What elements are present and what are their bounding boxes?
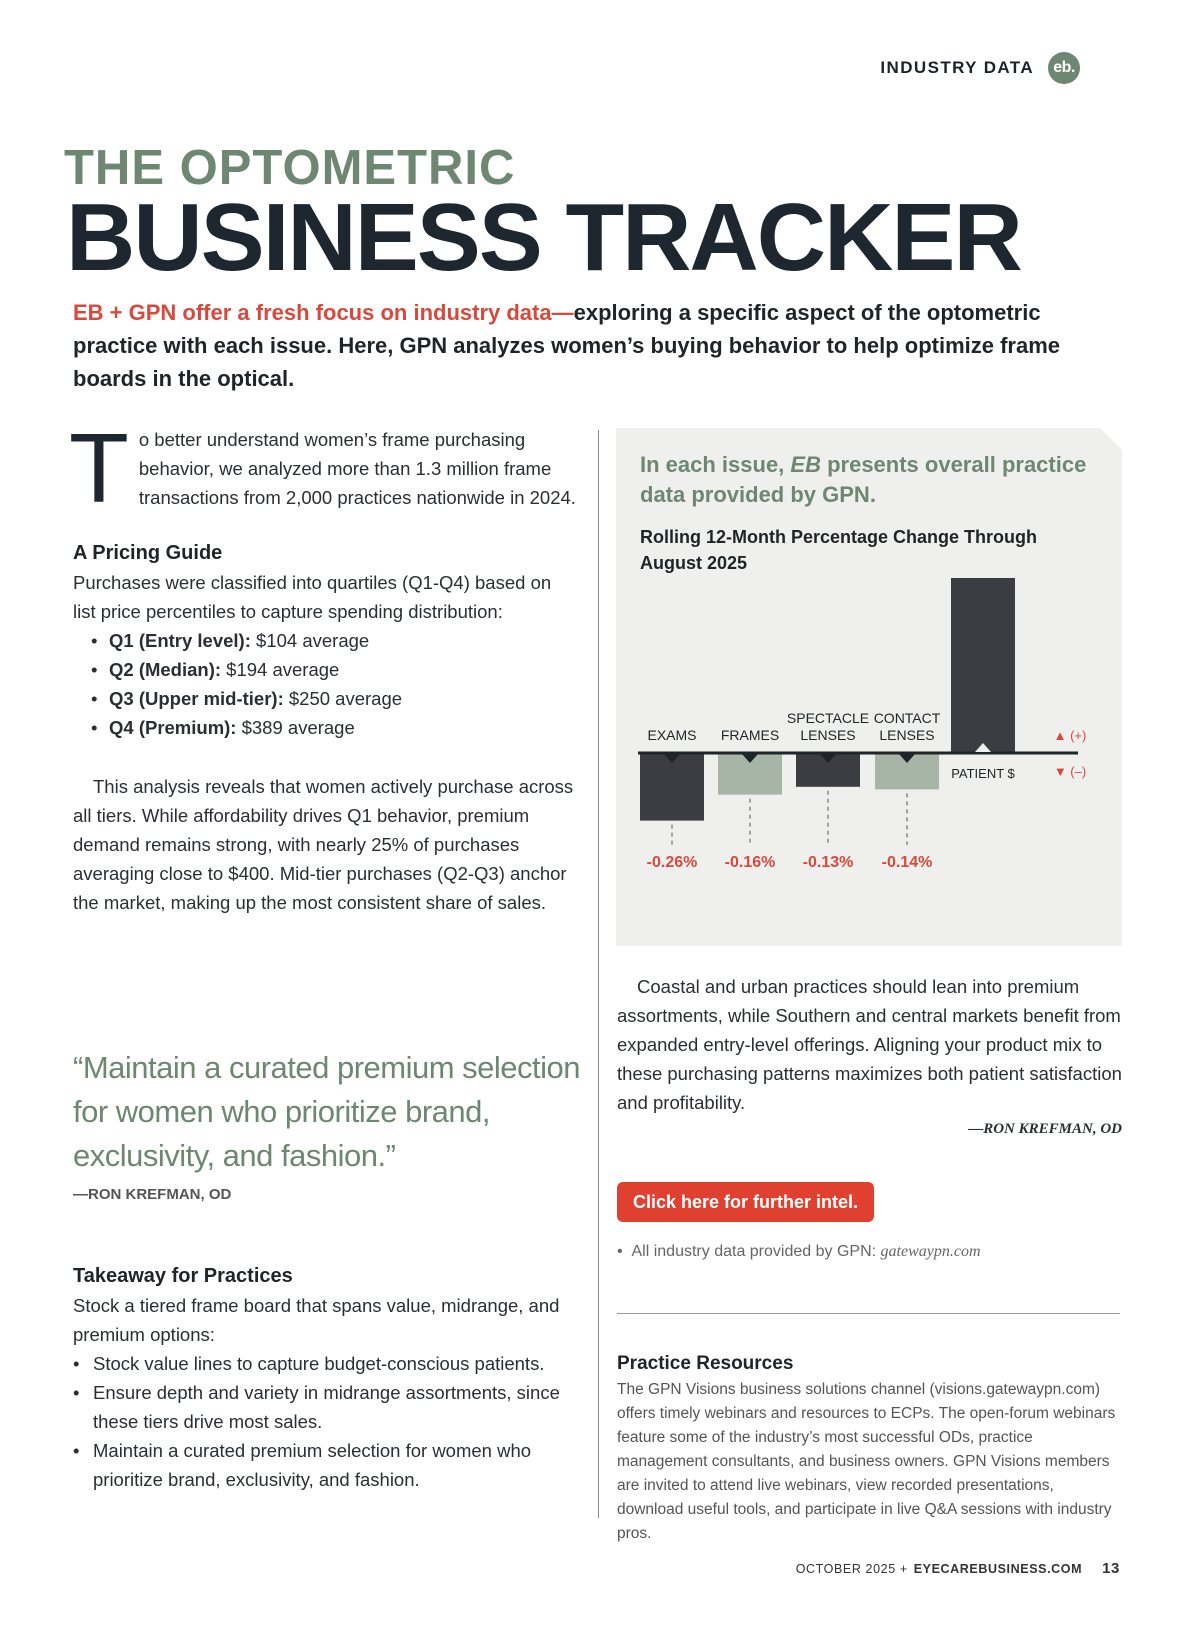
right-attribution: —RON KREFMAN, OD [968,1121,1122,1137]
takeaway-text: Stock a tiered frame board that spans value, midrange, and premium options: [73,1295,560,1345]
further-intel-button[interactable]: Click here for further intel. [617,1182,874,1222]
chart-value-label: -0.26% [646,854,698,871]
page-number: 13 [1102,1560,1120,1577]
pull-quote-attribution: —RON KREFMAN, OD [73,1186,232,1203]
chart-value-label: -0.14% [881,854,933,871]
list-item: • Stock value lines to capture budget-conscious patients. [73,1349,593,1378]
list-item: • Maintain a curated premium selection for women who prioritize brand, exclusivity, and fashion. [73,1436,593,1494]
pricing-heading: A Pricing Guide [73,542,223,564]
drop-cap: T [69,413,129,523]
right-paragraph: Coastal and urban practices should lean into premium assortments, while Southern and central markets benefit from expanded entry-level offerings. Aligning your product mix to these purchasing patterns maximizes both patient satisfaction and profitability. [617,976,1122,1113]
analysis-paragraph: This analysis reveals that women actively purchase across all tiers. While affordability drives Q1 behavior, premium demand remains strong, with nearly 25% of purchases averaging close to $400. Mid-tier purchases (Q2-Q3) anchor the market, making up the most consistent share of sales. [73,776,574,913]
chart-category-label: LENSES [879,727,935,743]
lead-text: o better understand women’s frame purchasing behavior, we analyzed more than 1.3 million frame transactions from 2,000 practices nationwide in 2024. [138,429,576,508]
chart-category-label: SPECTACLE [786,710,870,726]
pricing-text: Purchases were classified into quartiles (Q1-Q4) based on list price percentiles to capture spending distribution: [73,572,552,622]
chart-category-label: FRAMES [720,727,780,743]
footer-site: EYECAREBUSINESS.COM [913,1561,1083,1576]
chart-category-label: EXAMS [647,727,697,743]
resources-section [617,1350,1122,1546]
list-item: • Q4 (Premium): $389 average [91,713,578,742]
chart-category-label: LENSES [800,727,856,743]
takeaway-heading: Takeaway for Practices [73,1265,293,1287]
chart-category-label: PATIENT $ [951,766,1015,781]
intro-rest: exploring a specific aspect of the optometric practice with each issue. Here, GPN analyzes women’s buying behavior to help optimize frame boards in the optical. [73,300,1061,391]
chart-legend-positive: ▲ (+) [1053,728,1087,743]
eb-logo-icon: eb. [1048,52,1080,84]
chart-legend-negative: ▼ (–) [1053,764,1087,779]
takeaway-section [73,1262,593,1494]
panel-heading: In each issue, EB presents overall practice data provided by GPN. [640,452,1087,507]
left-column [69,413,578,917]
source-link[interactable]: gatewaypn.com [880,1243,981,1260]
right-column-text [617,972,1122,1141]
column-divider [598,430,599,1518]
section-header [880,52,1080,84]
takeaway-list [73,1349,593,1494]
list-item: • Ensure depth and variety in midrange assortments, since these tiers drive most sales. [73,1378,593,1436]
source-note: • All industry data provided by GPN: gatewaypn.com [617,1243,981,1260]
list-item: • Q3 (Upper mid-tier): $250 average [91,684,578,713]
chart-value-label: -0.16% [724,854,776,871]
resources-body: The GPN Visions business solutions channel (visions.gatewaypn.com) offers timely webinars and resources to ECPs. The open-forum webinars feature some of the industry’s most successful ODs, practice management consultants, and business owners. GPN Visions members are invited to attend live webinars, view recorded presentations, download useful tools, and participate in live Q&A sessions with industry pros. [617,1381,1116,1542]
list-item: • Q1 (Entry level): $104 average [91,626,578,655]
chart-bar [640,753,704,821]
pull-quote: “Maintain a curated premium selection for women who prioritize brand, exclusivity, and fashion.” [73,1050,581,1173]
tier-list [91,626,578,742]
section-divider [617,1313,1120,1314]
lead-paragraph [69,413,578,523]
chart-value-label: -0.13% [802,854,854,871]
source-bullet: • [617,1243,632,1260]
bar-chart [616,578,1122,938]
page-footer [796,1560,1120,1577]
list-item: • Q2 (Median): $194 average [91,655,578,684]
title-line-2: BUSINESS TRACKER [66,184,1021,291]
chart-title: Rolling 12-Month Percentage Change Through August 2025 [640,527,1038,573]
chart-bar [951,578,1015,753]
intro-paragraph [73,296,1093,395]
intro-highlight: EB + GPN offer a fresh focus on industry data— [73,300,574,325]
title-line-1: THE OPTOMETRIC [64,141,516,195]
chart-category-label: CONTACT [873,710,941,726]
chart-panel [616,428,1122,946]
section-label: INDUSTRY DATA [880,58,1034,77]
footer-date: OCTOBER 2025 + [795,1561,908,1576]
resources-heading: Practice Resources [617,1353,794,1374]
